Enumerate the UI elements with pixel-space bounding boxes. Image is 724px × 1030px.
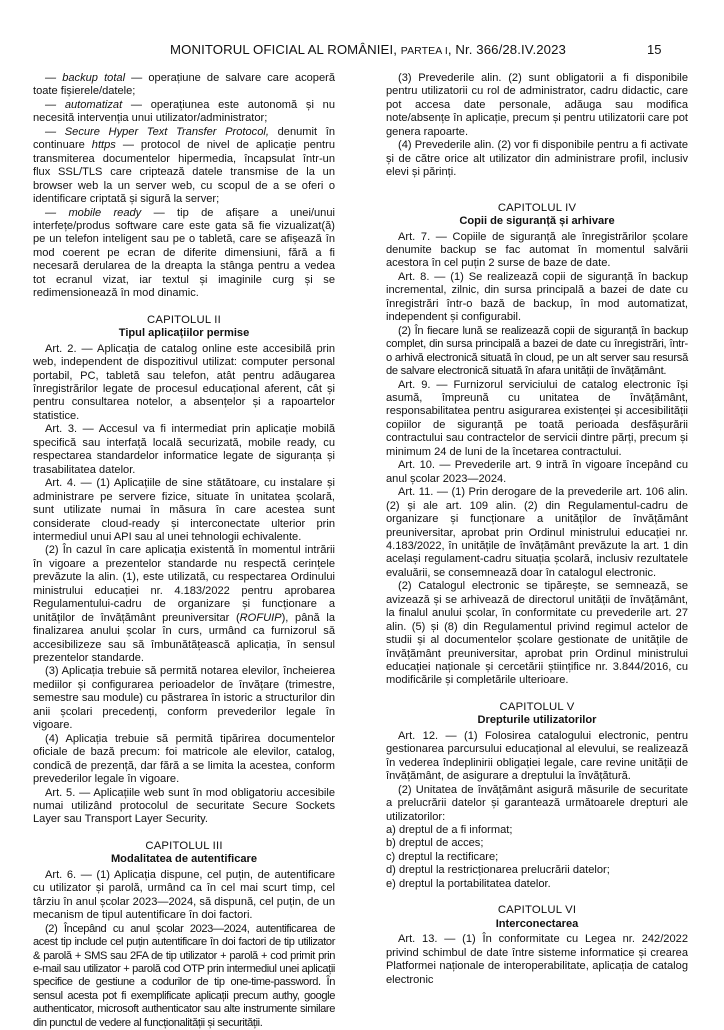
article-6-paragraph-4: (4) Prevederile alin. (2) vor fi disponibile pentru a fi activate și de către orice alt utilizator din administrare profil, inclusiv elevi și părinți. xyxy=(386,139,688,179)
definition-https: — Secure Hyper Text Transfer Protocol, denumit în continuare https — protocol de nivel de aplicație pentru transmiterea documentelor hipermedia, încapsulat într-un flux SSL/TLS care criptează datele transmise de la un browser web la un server web, cu scopul de a se oferi o identificare criptată și sigură la server; xyxy=(33,125,335,206)
article-7: Art. 7. — Copiile de siguranță ale înregistrărilor școlare denumite backup se fac automat în momentul salvării acestora în cel puțin 2 surse de baze de date. xyxy=(386,230,688,270)
article-2: Art. 2. — Aplicația de catalog online este accesibilă prin web, independent de dispozitivul utilizat: computer personal portabil, PC, tabletă sau telefon, atât pentru adăugarea înregistrărilor legate de procesul educațional aferent, cât și pentru consultarea notelor, a absențelor și a rapoartelor statistice. xyxy=(33,342,335,422)
article-8-paragraph-1: Art. 8. — (1) Se realizează copii de siguranță în backup incremental, zilnic, din sursa principală a bazei de date cu înregistrări într-o bază de backup, în mod automatizat, independent și configurabil. xyxy=(386,270,688,324)
chapter-2-title: Tipul aplicațiilor permise xyxy=(118,327,250,340)
article-4-paragraph-4: (4) Aplicația trebuie să permită tipărirea documentelor oficiale de bază precum: foi matricole ale elevilor, catalog, condică de prezență, dar fără a se limita la acestea, conform prevederilor legale în vigoare. xyxy=(33,732,335,786)
chapter-4-title: Copii de siguranță și arhivare xyxy=(459,215,615,228)
article-4-paragraph-3: (3) Aplicația trebuie să permită notarea elevilor, încheierea mediilor și configurarea perioadelor de învățare (trimestre, semestre sau module) cu păstrarea în istoric a structurilor din anii școlari precedenți, conform prevederilor legale în vigoare. xyxy=(33,665,335,732)
article-13-paragraph-1: Art. 13. — (1) În conformitate cu Legea nr. 242/2022 privind schimbul de date între sisteme informatice și crearea Platformei naționale de interoperabilitate, aplicația de catalog electronic xyxy=(386,933,688,986)
chapter-2-number: CAPITOLUL II xyxy=(147,313,221,326)
article-4-paragraph-1: Art. 4. — (1) Aplicațiile de sine stătătoare, cu instalare și administrare pe servere fizice, situate în unitatea școlară, sunt utilizate numai în măsura în care acestea sunt considerate cloud-ready și interconectate ulterior prin intermediul unui API sau al unei tehnologii echivalente. xyxy=(33,477,335,543)
rights-list-item: a) dreptul de a fi informat; xyxy=(386,824,513,837)
page-header xyxy=(0,38,724,58)
rights-list-item: e) dreptul la portabilitatea datelor. xyxy=(386,877,551,890)
article-9: Art. 9. — Furnizorul serviciului de catalog electronic își asumă, împreună cu unitatea de învățământ, responsabilitatea pentru asigurarea existenței și accesibilității copiilor de siguranță pe toată perioada desfășurării contractului sau contractelor de servicii dintre părți, precum și minimum 24 de luni de la încetarea contractului. xyxy=(386,378,688,458)
article-6-paragraph-2: (2) Începând cu anul școlar 2023—2024, autentificarea de acest tip include cel puțin autentificare în doi factori de tip utilizator & parolă + SMS sau 2FA de tip utilizator + parolă + cod primit prin e-mail sau utilizator + parolă cod OTP prin intermediul unei aplicații specifice de gestiune a codurilor de tip one-time-password. În sensul acesta pot fi exemplificate aplicații precum authy, google authenticator, microsoft authenticator sau alte instrumente similare din punctul de vedere al funcționalității și securității. xyxy=(33,922,335,1029)
definition-backup-total: — backup total — operațiune de salvare care acoperă toate fișierele/datele; xyxy=(33,72,336,98)
chapter-6-number: CAPITOLUL VI xyxy=(497,904,577,917)
article-4-paragraph-2: (2) În cazul în care aplicația existentă în momentul intrării în vigoare a prezentelor standarde nu respectă cerințele prevăzute la alin. (1), este utilizată, cu respectarea Ordinului ministrului educației nr. 4.183/2022 pentru aprobarea Regulamentului-cadru de organizare și funcționare a unităților de învățământ preuniversitar (ROFUIP), până la finalizarea anului școlar în curs, urmând ca furnizorul să accesibilizeze sau să îmbunătățească aplicația, în sensul prezentelor standarde. xyxy=(33,544,335,665)
chapter-4-number: CAPITOLUL IV xyxy=(497,201,577,214)
chapter-5-number: CAPITOLUL V xyxy=(499,700,575,713)
right-column xyxy=(386,72,688,987)
article-3: Art. 3. — Accesul va fi intermediat prin aplicație mobilă specifică sau interfață locală securizată, mobile ready, cu respectarea standardelor informatice legate de siguranța și trasabilitatea datelor. xyxy=(33,423,335,476)
article-6-paragraph-3: (3) Prevederile alin. (2) sunt obligatorii a fi disponibile pentru utilizatorii cu rol de administrator, cadru didactic, care pot accesa date personale, adăuga sau modifica note/absențe în aplicație, precum și pentru utilizatorii care pot genera rapoarte. xyxy=(386,72,688,138)
chapter-6-title: Interconectarea xyxy=(495,917,579,930)
article-12-paragraph-1: Art. 12. — (1) Folosirea catalogului electronic, pentru gestionarea parcursului educațional al elevului, se realizează în vederea îndeplinirii obligației legale, care revine unității de învățământ, de asigurare a dreptului la învățătură. xyxy=(386,729,688,783)
left-column xyxy=(33,72,335,1030)
rights-list-item: b) dreptul de acces; xyxy=(386,837,484,850)
article-11-paragraph-2: (2) Catalogul electronic se tipărește, se semnează, se avizează și se arhivează de directorul unității de învățământ, la finalul anului școlar, în conformitate cu prevederile art. 27 alin. (5) și (8) din Regulamentul privind regimul actelor de studii și al documentelor școlare gestionate de unitățile de învățământ preuniversitar, aprobat prin Ordinul ministrului educației naționale și cercetării științifice nr. 3.844/2016, cu modificările și completările ulterioare. xyxy=(386,580,688,687)
publication-title: MONITORUL OFICIAL AL ROMÂNIEI, PARTEA I, Nr. 366/28.IV.2023 xyxy=(170,42,566,57)
article-12-paragraph-2: (2) Unitatea de învățământ asigură măsurile de securitate a prelucrării datelor și garantează următoarele drepturi ale utilizatorilor: xyxy=(386,783,688,823)
definition-automatizat: — automatizat — operațiunea este autonomă și nu necesită intervenția unui utilizator/administrator; xyxy=(33,98,335,125)
article-8-paragraph-2: (2) În fiecare lună se realizează copii de siguranță în backup complet, din sursa principală a bazei de date cu înregistrări, într-o arhivă electronică situată în cloud, pe un alt server sau resursă de salvare electronică situată în afara unității de învățământ. xyxy=(386,324,688,378)
rights-list-item: d) dreptul la restricționarea prelucrării datelor; xyxy=(386,864,610,877)
rights-list-item: c) dreptul la rectificare; xyxy=(386,850,499,863)
article-10: Art. 10. — Prevederile art. 9 intră în vigoare începând cu anul școlar 2023—2024. xyxy=(386,459,688,485)
article-6-paragraph-1: Art. 6. — (1) Aplicația dispune, cel puțin, de autentificare cu utilizator și parolă, urmând ca în cel mai scurt timp, cel târziu în anul școlar 2023—2024, să dispună, cel puțin, de un mecanism de tipul autentificare în doi factori. xyxy=(33,868,335,922)
chapter-5-title: Drepturile utilizatorilor xyxy=(477,714,597,727)
page-number: 15 xyxy=(647,42,662,57)
chapter-3-number: CAPITOLUL III xyxy=(145,839,223,852)
article-5: Art. 5. — Aplicațiile web sunt în mod obligatoriu accesibile numai utilizând protocolul de securitate Secure Sockets Layer sau Transport Layer Security. xyxy=(33,786,335,826)
chapter-3-title: Modalitatea de autentificare xyxy=(110,853,258,866)
article-11-paragraph-1: Art. 11. — (1) Prin derogare de la prevederile art. 106 alin. (2) și ale art. 109 alin. (2) din Regulamentul-cadru de organizare și funcționare a unităților de învățământ preuniversitar, aprobat prin Ordinul ministrului educației nr. 4.183/2022, în unitățile de învățământ prevăzute la art. 1 din același regulament-cadru situația școlară, inclusiv rezultatele evaluării, se consemnează doar în catalogul electronic. xyxy=(386,486,688,579)
definition-mobile-ready: — mobile ready — tip de afișare a unei/unui interfețe/produs software care este gata să fie vizualizat(ă) pe un telefon inteligent sau pe o tabletă, care se afișează în mod coerent pe ecran de diferite dimensiuni, fără a fi necesară derularea de la dreapta la stânga pentru a vedea tot ecranul vizat, iar textul și imaginile curg și se redimensionează în mod dinamic. xyxy=(33,206,335,300)
